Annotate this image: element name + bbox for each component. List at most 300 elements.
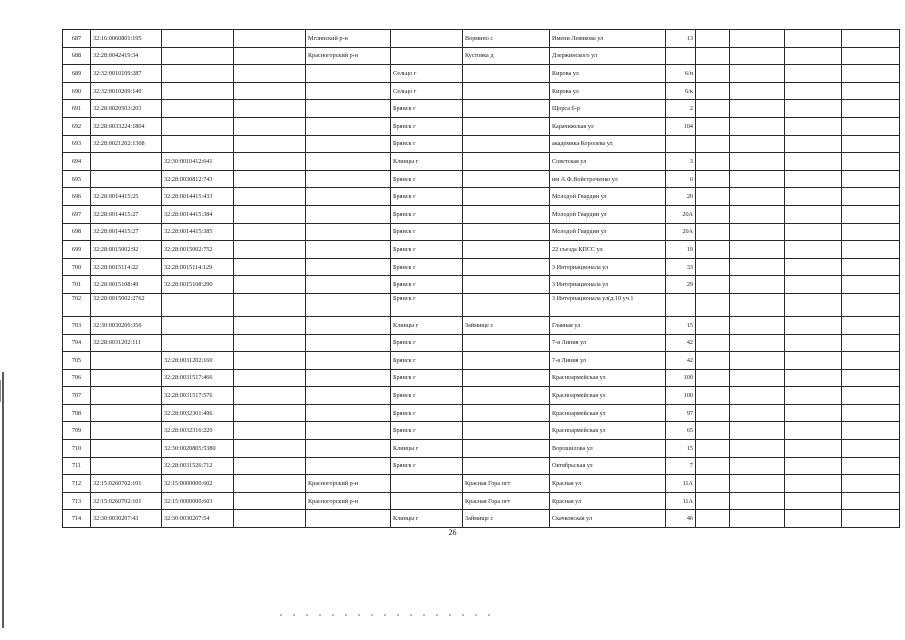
- settlement-cell: [463, 352, 550, 370]
- extra-cell-1: [696, 153, 730, 171]
- blank-cell: [234, 404, 306, 422]
- cadastral-number-2: 32:28:0031517:576: [162, 387, 234, 405]
- cadastral-number-2: 32:30:0020805:5380: [162, 440, 234, 458]
- cadastral-number-1: 32:28:0015114:22: [91, 258, 162, 276]
- table-row: [63, 369, 900, 387]
- settlement-cell: [463, 65, 550, 83]
- blank-cell: [234, 387, 306, 405]
- cadastral-number-1: [91, 457, 162, 475]
- extra-cell-1: [696, 100, 730, 118]
- street-cell: Молодой Гвардии ул: [550, 188, 666, 206]
- cadastral-number-2: 32:28:0031517:466: [162, 369, 234, 387]
- table-row: [63, 422, 900, 440]
- street-cell: Красноармейская ул: [550, 387, 666, 405]
- cadastral-number-1: 32:28:0021202:1308: [91, 135, 162, 153]
- settlement-cell: [463, 135, 550, 153]
- settlement-cell: [463, 440, 550, 458]
- house-number-cell: 3: [666, 153, 696, 171]
- cadastral-number-1: [91, 440, 162, 458]
- cadastral-number-2: [162, 293, 234, 316]
- cadastral-number-1: [91, 404, 162, 422]
- blank-cell: [234, 276, 306, 294]
- street-cell: Дзержинского ул: [550, 47, 666, 65]
- cadastral-number-1: 32:15:0260702:101: [91, 492, 162, 510]
- cadastral-number-1: 32:28:0042419:34: [91, 47, 162, 65]
- row-number: 688: [63, 47, 91, 65]
- settlement-cell: [463, 387, 550, 405]
- settlement-cell: [463, 293, 550, 316]
- extra-cell-4: [842, 170, 900, 188]
- extra-cell-4: [842, 188, 900, 206]
- city-cell: Брянск г: [391, 170, 463, 188]
- cadastral-registry-table: [62, 29, 900, 528]
- settlement-cell: [463, 258, 550, 276]
- table-row: [63, 65, 900, 83]
- cadastral-number-2: 32:28:0030812:743: [162, 170, 234, 188]
- extra-cell-2: [730, 404, 785, 422]
- city-cell: Брянск г: [391, 352, 463, 370]
- extra-cell-4: [842, 404, 900, 422]
- table-row: [63, 135, 900, 153]
- blank-cell: [234, 82, 306, 100]
- row-number: 692: [63, 117, 91, 135]
- scan-edge-mark: [2, 372, 4, 628]
- house-number-cell: 6/н: [666, 65, 696, 83]
- row-number: 705: [63, 352, 91, 370]
- extra-cell-1: [696, 334, 730, 352]
- settlement-cell: [463, 82, 550, 100]
- row-number: 709: [63, 422, 91, 440]
- street-cell: Ворошилова ул: [550, 440, 666, 458]
- cadastral-number-2: 32:28:0031202:160: [162, 352, 234, 370]
- extra-cell-4: [842, 205, 900, 223]
- extra-cell-1: [696, 293, 730, 316]
- house-number-cell: 104: [666, 117, 696, 135]
- city-cell: Брянск г: [391, 369, 463, 387]
- table-row: [63, 241, 900, 259]
- cadastral-number-1: 32:28:0014415:27: [91, 205, 162, 223]
- extra-cell-2: [730, 475, 785, 493]
- extra-cell-2: [730, 223, 785, 241]
- extra-cell-3: [785, 65, 842, 83]
- city-cell: Брянск г: [391, 457, 463, 475]
- district-cell: [306, 258, 391, 276]
- city-cell: [391, 492, 463, 510]
- district-cell: [306, 510, 391, 528]
- district-cell: [306, 153, 391, 171]
- house-number-cell: 42: [666, 334, 696, 352]
- blank-cell: [234, 369, 306, 387]
- house-number-cell: 100: [666, 387, 696, 405]
- cadastral-number-1: 32:28:0015108:49: [91, 276, 162, 294]
- district-cell: Красногорский р-н: [306, 475, 391, 493]
- house-number-cell: 6: [666, 170, 696, 188]
- extra-cell-3: [785, 334, 842, 352]
- row-number: 689: [63, 65, 91, 83]
- blank-cell: [234, 334, 306, 352]
- cadastral-number-2: 32:28:0014415:384: [162, 205, 234, 223]
- extra-cell-2: [730, 352, 785, 370]
- table-row: [63, 440, 900, 458]
- street-cell: Щорса б-р: [550, 100, 666, 118]
- street-cell: Красноармейская ул: [550, 404, 666, 422]
- extra-cell-4: [842, 30, 900, 48]
- house-number-cell: [666, 135, 696, 153]
- extra-cell-2: [730, 205, 785, 223]
- table-row: [63, 223, 900, 241]
- extra-cell-2: [730, 316, 785, 334]
- settlement-cell: [463, 153, 550, 171]
- row-number: 701: [63, 276, 91, 294]
- cadastral-number-2: 32:28:0015108:290: [162, 276, 234, 294]
- settlement-cell: Красная Гора пгт: [463, 475, 550, 493]
- cadastral-number-1: 32:28:0015002:92: [91, 241, 162, 259]
- extra-cell-1: [696, 47, 730, 65]
- table-row: [63, 510, 900, 528]
- extra-cell-3: [785, 100, 842, 118]
- extra-cell-2: [730, 334, 785, 352]
- table-row: [63, 352, 900, 370]
- extra-cell-4: [842, 293, 900, 316]
- row-number: 712: [63, 475, 91, 493]
- extra-cell-2: [730, 241, 785, 259]
- city-cell: Брянск г: [391, 334, 463, 352]
- cadastral-number-1: [91, 387, 162, 405]
- extra-cell-4: [842, 65, 900, 83]
- district-cell: [306, 334, 391, 352]
- district-cell: [306, 387, 391, 405]
- city-cell: Брянск г: [391, 117, 463, 135]
- extra-cell-2: [730, 369, 785, 387]
- row-number: 687: [63, 30, 91, 48]
- row-number: 700: [63, 258, 91, 276]
- extra-cell-4: [842, 316, 900, 334]
- blank-cell: [234, 100, 306, 118]
- settlement-cell: [463, 457, 550, 475]
- settlement-cell: [463, 100, 550, 118]
- settlement-cell: [463, 170, 550, 188]
- street-cell: 22 съезда КПСС ул: [550, 241, 666, 259]
- district-cell: [306, 457, 391, 475]
- street-cell: 7-я Линия ул: [550, 352, 666, 370]
- district-cell: [306, 422, 391, 440]
- cadastral-number-1: 32:32:0010109:287: [91, 65, 162, 83]
- extra-cell-1: [696, 65, 730, 83]
- house-number-cell: 6/к: [666, 82, 696, 100]
- street-cell: Красная ул: [550, 492, 666, 510]
- extra-cell-2: [730, 510, 785, 528]
- house-number-cell: 100: [666, 369, 696, 387]
- house-number-cell: 2: [666, 100, 696, 118]
- city-cell: Брянск г: [391, 422, 463, 440]
- extra-cell-4: [842, 475, 900, 493]
- blank-cell: [234, 510, 306, 528]
- settlement-cell: [463, 205, 550, 223]
- cadastral-number-1: [91, 153, 162, 171]
- district-cell: [306, 82, 391, 100]
- extra-cell-3: [785, 457, 842, 475]
- extra-cell-2: [730, 47, 785, 65]
- cadastral-number-1: 32:28:0015002:2762: [91, 293, 162, 316]
- street-cell: Октябрьская ул: [550, 457, 666, 475]
- extra-cell-4: [842, 258, 900, 276]
- extra-cell-3: [785, 153, 842, 171]
- extra-cell-3: [785, 135, 842, 153]
- city-cell: Клинцы г: [391, 153, 463, 171]
- district-cell: [306, 223, 391, 241]
- cadastral-number-2: 32:28:0015114:129: [162, 258, 234, 276]
- blank-cell: [234, 258, 306, 276]
- extra-cell-2: [730, 440, 785, 458]
- table-row: [63, 153, 900, 171]
- extra-cell-3: [785, 387, 842, 405]
- street-cell: Скачковская ул: [550, 510, 666, 528]
- extra-cell-1: [696, 387, 730, 405]
- extra-cell-3: [785, 241, 842, 259]
- extra-cell-4: [842, 510, 900, 528]
- extra-cell-4: [842, 422, 900, 440]
- house-number-cell: [666, 47, 696, 65]
- blank-cell: [234, 475, 306, 493]
- row-number: 693: [63, 135, 91, 153]
- extra-cell-2: [730, 492, 785, 510]
- row-number: 702: [63, 293, 91, 316]
- table-row: [63, 82, 900, 100]
- row-number: 704: [63, 334, 91, 352]
- extra-cell-2: [730, 153, 785, 171]
- extra-cell-1: [696, 223, 730, 241]
- house-number-cell: 15: [666, 440, 696, 458]
- row-number: 690: [63, 82, 91, 100]
- blank-cell: [234, 440, 306, 458]
- street-cell: академика Королева ул: [550, 135, 666, 153]
- extra-cell-2: [730, 457, 785, 475]
- extra-cell-4: [842, 387, 900, 405]
- street-cell: Советская ул: [550, 153, 666, 171]
- table-row: [63, 404, 900, 422]
- extra-cell-2: [730, 100, 785, 118]
- house-number-cell: 65: [666, 422, 696, 440]
- street-cell: им А.Ф.Войстроченко ул: [550, 170, 666, 188]
- settlement-cell: [463, 369, 550, 387]
- house-number-cell: 20: [666, 188, 696, 206]
- city-cell: Брянск г: [391, 188, 463, 206]
- row-number: 703: [63, 316, 91, 334]
- extra-cell-4: [842, 153, 900, 171]
- row-number: 714: [63, 510, 91, 528]
- extra-cell-2: [730, 117, 785, 135]
- extra-cell-1: [696, 205, 730, 223]
- table-row: [63, 316, 900, 334]
- district-cell: Красногорский р-н: [306, 492, 391, 510]
- cadastral-number-2: 32:28:0032301:496: [162, 404, 234, 422]
- extra-cell-1: [696, 82, 730, 100]
- row-number: 699: [63, 241, 91, 259]
- registry-body: [63, 30, 900, 528]
- house-number-cell: 15: [666, 316, 696, 334]
- extra-cell-1: [696, 170, 730, 188]
- district-cell: [306, 65, 391, 83]
- blank-cell: [234, 205, 306, 223]
- cadastral-number-2: 32:28:0014415:433: [162, 188, 234, 206]
- extra-cell-4: [842, 492, 900, 510]
- extra-cell-2: [730, 422, 785, 440]
- extra-cell-3: [785, 205, 842, 223]
- extra-cell-1: [696, 422, 730, 440]
- street-cell: 3 Интернационала ул: [550, 258, 666, 276]
- district-cell: [306, 369, 391, 387]
- settlement-cell: [463, 188, 550, 206]
- extra-cell-4: [842, 82, 900, 100]
- district-cell: Мглинский р-н: [306, 30, 391, 48]
- city-cell: [391, 475, 463, 493]
- house-number-cell: 97: [666, 404, 696, 422]
- extra-cell-3: [785, 117, 842, 135]
- blank-cell: [234, 135, 306, 153]
- extra-cell-1: [696, 492, 730, 510]
- extra-cell-1: [696, 30, 730, 48]
- row-number: 713: [63, 492, 91, 510]
- table-row: [63, 492, 900, 510]
- city-cell: Брянск г: [391, 205, 463, 223]
- extra-cell-3: [785, 188, 842, 206]
- extra-cell-4: [842, 117, 900, 135]
- extra-cell-3: [785, 82, 842, 100]
- extra-cell-3: [785, 30, 842, 48]
- settlement-cell: [463, 276, 550, 294]
- city-cell: Сельцо г: [391, 65, 463, 83]
- extra-cell-3: [785, 276, 842, 294]
- district-cell: [306, 352, 391, 370]
- settlement-cell: [463, 241, 550, 259]
- cadastral-number-2: 32:28:0032316:220: [162, 422, 234, 440]
- table-row: [63, 258, 900, 276]
- extra-cell-2: [730, 276, 785, 294]
- extra-cell-1: [696, 276, 730, 294]
- extra-cell-4: [842, 457, 900, 475]
- extra-cell-1: [696, 117, 730, 135]
- street-cell: Молодой Гвардии ул: [550, 223, 666, 241]
- street-cell: 7-я Линия ул: [550, 334, 666, 352]
- row-number: 710: [63, 440, 91, 458]
- cadastral-number-1: 32:32:0010209:140: [91, 82, 162, 100]
- blank-cell: [234, 223, 306, 241]
- street-cell: Красноармейская ул: [550, 422, 666, 440]
- blank-cell: [234, 170, 306, 188]
- blank-cell: [234, 153, 306, 171]
- extra-cell-4: [842, 276, 900, 294]
- cadastral-number-1: 32:28:0033224:1804: [91, 117, 162, 135]
- house-number-cell: 19: [666, 241, 696, 259]
- blank-cell: [234, 117, 306, 135]
- settlement-cell: [463, 334, 550, 352]
- cadastral-number-1: 32:30:0030206:356: [91, 316, 162, 334]
- street-cell: 3 Интернационала ул(д.10 уч.1: [550, 293, 666, 316]
- extra-cell-1: [696, 188, 730, 206]
- table-row: [63, 293, 900, 316]
- cadastral-number-2: [162, 65, 234, 83]
- extra-cell-3: [785, 510, 842, 528]
- blank-cell: [234, 316, 306, 334]
- house-number-cell: 11А: [666, 492, 696, 510]
- extra-cell-3: [785, 492, 842, 510]
- table-row: [63, 205, 900, 223]
- district-cell: [306, 205, 391, 223]
- district-cell: [306, 100, 391, 118]
- city-cell: Брянск г: [391, 387, 463, 405]
- street-cell: Карачижская ул: [550, 117, 666, 135]
- extra-cell-3: [785, 170, 842, 188]
- house-number-cell: 20А: [666, 223, 696, 241]
- extra-cell-1: [696, 135, 730, 153]
- settlement-cell: Займище с: [463, 510, 550, 528]
- blank-cell: [234, 30, 306, 48]
- extra-cell-4: [842, 135, 900, 153]
- settlement-cell: [463, 422, 550, 440]
- cadastral-number-1: [91, 369, 162, 387]
- city-cell: Клинцы г: [391, 510, 463, 528]
- extra-cell-4: [842, 241, 900, 259]
- blank-cell: [234, 492, 306, 510]
- extra-cell-3: [785, 422, 842, 440]
- row-number: 711: [63, 457, 91, 475]
- cadastral-number-2: [162, 100, 234, 118]
- blank-cell: [234, 188, 306, 206]
- cadastral-number-2: 32:15:0000000:602: [162, 475, 234, 493]
- table-row: [63, 387, 900, 405]
- city-cell: Брянск г: [391, 241, 463, 259]
- settlement-cell: Красная Гора пгт: [463, 492, 550, 510]
- extra-cell-4: [842, 223, 900, 241]
- city-cell: Брянск г: [391, 276, 463, 294]
- blank-cell: [234, 65, 306, 83]
- district-cell: [306, 241, 391, 259]
- street-cell: 3 Интернационала ул: [550, 276, 666, 294]
- district-cell: [306, 170, 391, 188]
- page-number: 26: [448, 528, 457, 537]
- blank-cell: [234, 422, 306, 440]
- row-number: 691: [63, 100, 91, 118]
- cadastral-number-2: [162, 117, 234, 135]
- extra-cell-1: [696, 316, 730, 334]
- blank-cell: [234, 352, 306, 370]
- cadastral-number-2: [162, 82, 234, 100]
- extra-cell-1: [696, 258, 730, 276]
- scan-speck: [0, 380, 1, 402]
- extra-cell-1: [696, 352, 730, 370]
- district-cell: [306, 276, 391, 294]
- settlement-cell: [463, 404, 550, 422]
- house-number-cell: 7: [666, 457, 696, 475]
- house-number-cell: 20А: [666, 205, 696, 223]
- row-number: 706: [63, 369, 91, 387]
- district-cell: [306, 440, 391, 458]
- row-number: 694: [63, 153, 91, 171]
- house-number-cell: 13: [666, 30, 696, 48]
- house-number-cell: 29: [666, 276, 696, 294]
- cadastral-number-2: 32:30:0010412:641: [162, 153, 234, 171]
- city-cell: Клинцы г: [391, 316, 463, 334]
- cadastral-number-1: 32:28:0020503:203: [91, 100, 162, 118]
- city-cell: Брянск г: [391, 404, 463, 422]
- city-cell: Брянск г: [391, 100, 463, 118]
- house-number-cell: 11А: [666, 475, 696, 493]
- extra-cell-3: [785, 440, 842, 458]
- blank-cell: [234, 47, 306, 65]
- extra-cell-4: [842, 352, 900, 370]
- cadastral-number-1: [91, 422, 162, 440]
- settlement-cell: Вормино с: [463, 30, 550, 48]
